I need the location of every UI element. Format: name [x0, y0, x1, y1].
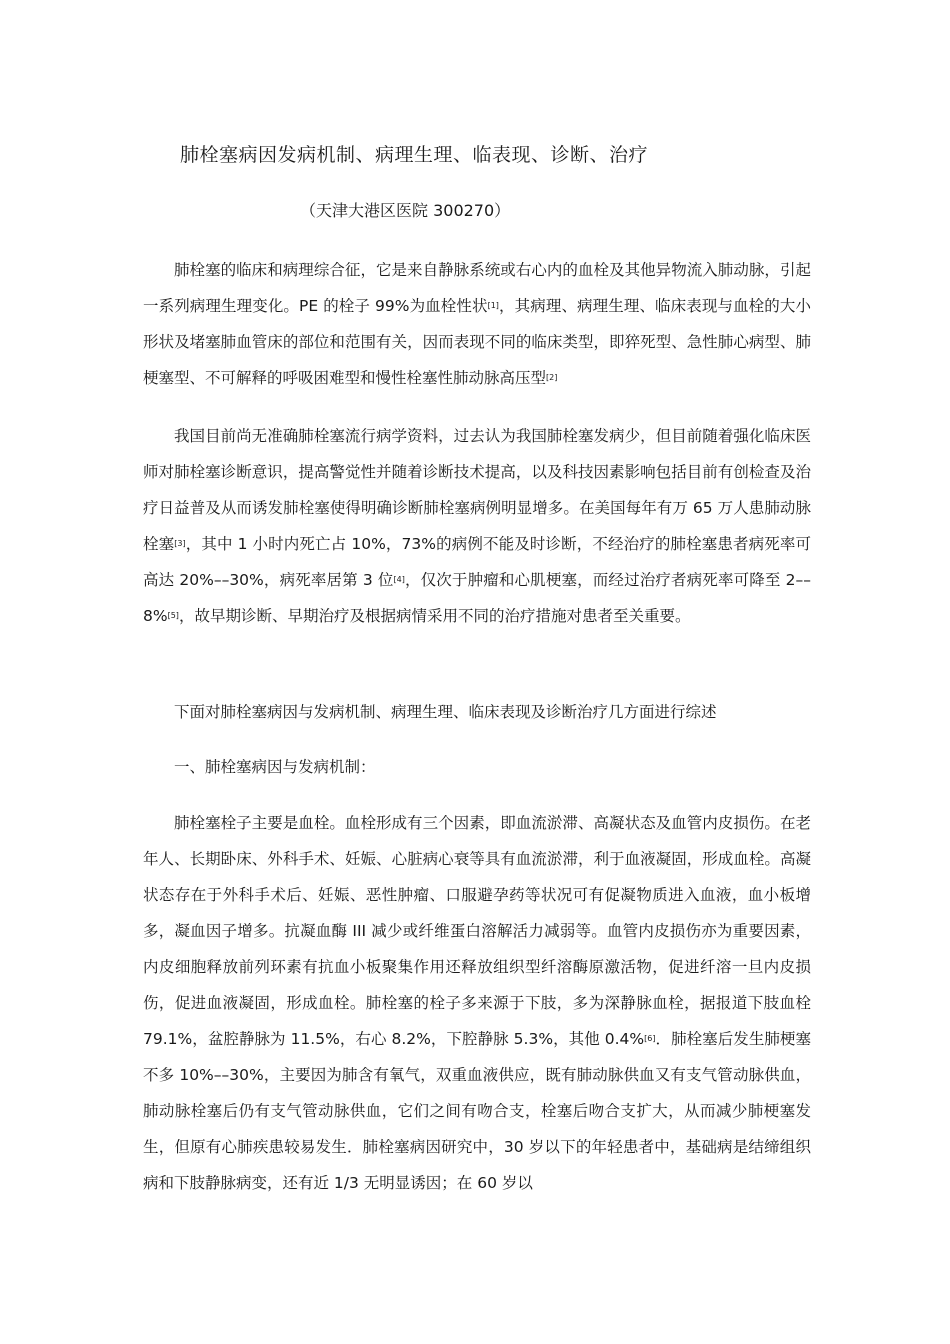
paragraph-overview: [143, 694, 811, 730]
text-run: ，其中 1 小时内死亡占 10%，73%的病例不能及时诊断，不经治疗的肺栓塞患者病死率可高达 20%––30%，病死率居第 3 位: [143, 535, 811, 589]
text-run: ．肺栓塞后发生肺梗塞不多 10%––30%，主要因为肺含有氧气，双重血液供应，既有肺动脉供血又有支气管动脉供血，肺动脉栓塞后仍有支气管动脉供血，它们之间有吻合支，栓塞后吻合支扩大，从而减少肺梗塞发生，但原有心肺疾患较易发生．肺栓塞病因研究中，30 岁以下的年轻患者中，基础病是结缔组织病和下肢静脉病变，还有近 1/3 无明显诱因；在 60 岁以: [143, 1030, 811, 1192]
document-title: 肺栓塞病因发病机制、病理生理、临表现、诊断、治疗: [180, 144, 649, 166]
text-run: 肺栓塞的临床和病理综合征，它是来自静脉系统或右心内的血栓及其他异物流入肺动脉，引起一系列病理生理变化。PE 的栓子 99%为血栓性状: [143, 261, 811, 315]
citation-ref: [4]: [393, 575, 405, 584]
paragraph-epidemiology: [143, 418, 811, 634]
citation-ref: [2]: [546, 373, 558, 382]
citation-ref: [1]: [487, 301, 499, 310]
citation-ref: [3]: [174, 539, 186, 548]
text-run: ，故早期诊断、早期治疗及根据病情采用不同的治疗措施对患者至关重要。: [178, 607, 691, 625]
paragraph-intro: [143, 252, 811, 396]
citation-ref: [6]: [644, 1034, 656, 1043]
paragraph-etiology: [143, 805, 811, 1201]
text-run: ，其病理、病理生理、临床表现与血栓的大小形状及堵塞肺血管床的部位和范围有关，因而表现不同的临床类型，即猝死型、急性肺心病型、肺梗塞型、不可解释的呼吸困难型和慢性栓塞性肺动脉高压型: [143, 297, 811, 387]
text-run: 下面对肺栓塞病因与发病机制、病理生理、临床表现及诊断治疗几方面进行综述: [174, 703, 717, 721]
text-run: 我国目前尚无准确肺栓塞流行病学资料，过去认为我国肺栓塞发病少，但目前随着强化临床医师对肺栓塞诊断意识，提高警觉性并随着诊断技术提高，以及科技因素影响包括目前有创检查及治疗日益普及从而诱发肺栓塞使得明确诊断肺栓塞病例明显增多。在美国每年有万 65 万人患肺动脉栓塞: [143, 427, 811, 553]
section-heading: [143, 749, 811, 785]
author-affiliation: （天津大港区医院 300270）: [300, 201, 511, 220]
citation-ref: [5]: [167, 611, 179, 620]
text-run: 一、肺栓塞病因与发病机制：: [174, 758, 376, 776]
text-run: ，仅次于肿瘤和心肌梗塞，而经过治疗者病死率可降至 2––8%: [143, 571, 811, 625]
text-run: 肺栓塞栓子主要是血栓。血栓形成有三个因素，即血流淤滞、高凝状态及血管内皮损伤。在老年人、长期卧床、外科手术、妊娠、心脏病心衰等具有血流淤滞，利于血液凝固，形成血栓。高凝状态存在于外科手术后、妊娠、恶性肿瘤、口服避孕药等状况可有促凝物质进入血液，血小板增多，凝血因子增多。抗凝血酶 III 减少或纤维蛋白溶解活力减弱等。血管内皮损伤亦为重要因素，内皮细胞释放前列环素有抗血小板聚集作用还释放组织型纤溶酶原激活物，促进纤溶一旦内皮损伤，促进血液凝固，形成血栓。肺栓塞的栓子多来源于下肢，多为深静脉血栓，据报道下肢血栓 79.1%，盆腔静脉为 11.5%，右心 8.2%，下腔静脉 5.3%，其他 0.4%: [143, 814, 811, 1048]
